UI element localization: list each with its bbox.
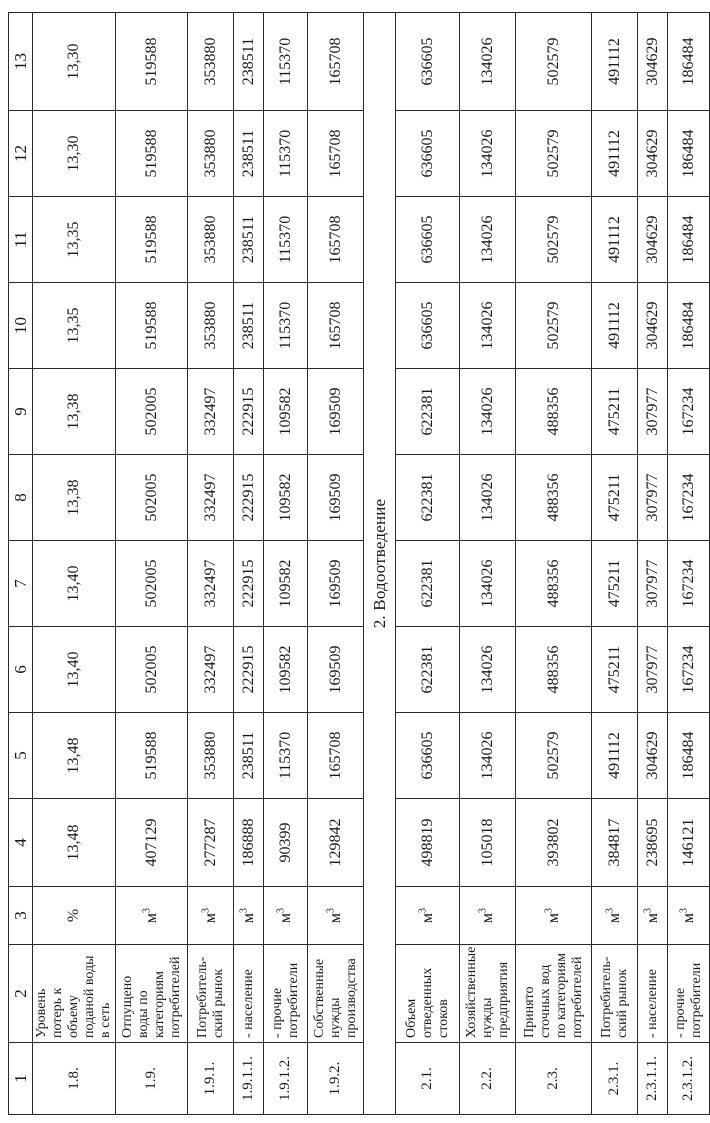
row-name: Собственные нужды производства [308,945,364,1043]
value-cell: 222915 [234,541,264,627]
row-code: 1.9.1. [188,1043,234,1115]
value-cell: 622381 [396,627,460,713]
value-cell: 165708 [308,283,364,369]
value-cell: 165708 [308,13,364,111]
unit-text: м [239,912,257,924]
unit-superscript: 3 [543,907,555,913]
value-cell: 13,40 [33,541,116,627]
row-code: 2.3. [516,1043,592,1115]
value-cell: 169509 [308,369,364,455]
table-row [516,13,592,1115]
value-cell: 115370 [264,713,308,799]
value-cell: 475211 [592,369,638,455]
row-unit [116,887,188,945]
row-name: Объем отведенных стоков [396,945,460,1043]
row-code: 1.9.1.2. [264,1043,308,1115]
value-cell: 134026 [460,713,516,799]
row-code: 2.2. [460,1043,516,1115]
value-cell: 115370 [264,111,308,197]
value-cell: 134026 [460,455,516,541]
value-cell: 304629 [638,713,668,799]
value-cell: 115370 [264,13,308,111]
value-cell: 502579 [516,197,592,283]
value-cell: 307977 [638,627,668,713]
table-row [668,13,710,1115]
value-cell: 353880 [188,13,234,111]
row-unit [396,887,460,945]
value-cell: 307977 [638,455,668,541]
value-cell: 115370 [264,283,308,369]
row-name: - прочие потребители [668,945,710,1043]
value-cell: 488356 [516,455,592,541]
unit-superscript: 3 [417,907,429,913]
unit-text: м [276,912,294,924]
unit-superscript: 3 [275,907,287,913]
row-unit [516,887,592,945]
value-cell: 134026 [460,13,516,111]
value-cell: 622381 [396,541,460,627]
column-number-row [9,13,33,1115]
unit-text: м [142,912,160,924]
unit-text: м [643,912,661,924]
row-code: 2.1. [396,1043,460,1115]
row-code: 1.9.2. [308,1043,364,1115]
value-cell: 353880 [188,283,234,369]
column-number: 5 [9,713,33,799]
value-cell: 519588 [116,713,188,799]
unit-text: м [478,912,496,924]
value-cell: 502579 [516,13,592,111]
value-cell: 13,35 [33,283,116,369]
row-name: Потребитель-ский рынок [592,945,638,1043]
value-cell: 186484 [668,197,710,283]
value-cell: 222915 [234,455,264,541]
value-cell: 277287 [188,799,234,887]
column-number: 7 [9,541,33,627]
value-cell: 238511 [234,283,264,369]
value-cell: 491112 [592,283,638,369]
value-cell: 13,48 [33,713,116,799]
value-cell: 519588 [116,111,188,197]
table-row [33,13,116,1115]
row-code: 1.8. [33,1043,116,1115]
unit-superscript: 3 [477,907,489,913]
value-cell: 502579 [516,283,592,369]
unit-text: м [326,912,344,924]
value-cell: 169509 [308,455,364,541]
value-cell: 109582 [264,541,308,627]
value-cell: 636605 [396,111,460,197]
value-cell: 109582 [264,369,308,455]
value-cell: 407129 [116,799,188,887]
value-cell: 165708 [308,197,364,283]
unit-text: м [544,912,562,924]
table-row [396,13,460,1115]
value-cell: 238511 [234,13,264,111]
value-cell: 238695 [638,799,668,887]
value-cell: 307977 [638,541,668,627]
column-number: 3 [9,887,33,945]
row-unit [668,887,710,945]
unit-superscript: 3 [238,907,250,913]
data-table [8,12,710,1115]
value-cell: 304629 [638,197,668,283]
value-cell: 304629 [638,283,668,369]
row-unit [592,887,638,945]
table-row [116,13,188,1115]
row-name: Уровень потерь к объему поданой воды в сеть [33,945,116,1043]
value-cell: 169509 [308,627,364,713]
column-number: 10 [9,283,33,369]
value-cell: 13,40 [33,627,116,713]
section-title: 2. Водоотведение [364,13,396,1115]
value-cell: 146121 [668,799,710,887]
unit-text: м [418,912,436,924]
value-cell: 13,48 [33,799,116,887]
value-cell: 165708 [308,713,364,799]
value-cell: 488356 [516,627,592,713]
value-cell: 502005 [116,541,188,627]
value-cell: 105018 [460,799,516,887]
value-cell: 519588 [116,283,188,369]
row-unit [33,887,116,945]
row-unit [460,887,516,945]
value-cell: 13,35 [33,197,116,283]
column-number: 4 [9,799,33,887]
row-code: 1.9. [116,1043,188,1115]
value-cell: 622381 [396,369,460,455]
row-name: - население [638,945,668,1043]
value-cell: 475211 [592,455,638,541]
value-cell: 491112 [592,713,638,799]
table-row [638,13,668,1115]
value-cell: 519588 [116,13,188,111]
value-cell: 134026 [460,541,516,627]
value-cell: 134026 [460,197,516,283]
row-code: 2.3.1.2. [668,1043,710,1115]
value-cell: 13,30 [33,111,116,197]
table-row [308,13,364,1115]
value-cell: 488356 [516,369,592,455]
value-cell: 502579 [516,111,592,197]
value-cell: 186484 [668,111,710,197]
table-row [460,13,516,1115]
value-cell: 304629 [638,13,668,111]
unit-superscript: 3 [200,907,212,913]
value-cell: 186484 [668,13,710,111]
unit-superscript: 3 [325,907,337,913]
column-number: 2 [9,945,33,1043]
value-cell: 502005 [116,369,188,455]
table-row [234,13,264,1115]
unit-text: м [201,912,219,924]
value-cell: 488356 [516,541,592,627]
value-cell: 169509 [308,541,364,627]
value-cell: 13,30 [33,13,116,111]
value-cell: 134026 [460,627,516,713]
value-cell: 13,38 [33,455,116,541]
unit-superscript: 3 [678,907,690,913]
value-cell: 167234 [668,541,710,627]
row-code: 2.3.1. [592,1043,638,1115]
value-cell: 186484 [668,713,710,799]
value-cell: 491112 [592,13,638,111]
unit-superscript: 3 [141,907,153,913]
value-cell: 165708 [308,111,364,197]
value-cell: 491112 [592,111,638,197]
value-cell: 636605 [396,713,460,799]
value-cell: 475211 [592,627,638,713]
column-number: 11 [9,197,33,283]
value-cell: 622381 [396,455,460,541]
row-name: - население [234,945,264,1043]
row-unit [308,887,364,945]
value-cell: 502005 [116,627,188,713]
value-cell: 332497 [188,627,234,713]
value-cell: 353880 [188,713,234,799]
unit-superscript: 3 [604,907,616,913]
value-cell: 636605 [396,13,460,111]
row-code: 2.3.1.1. [638,1043,668,1115]
value-cell: 109582 [264,627,308,713]
value-cell: 129842 [308,799,364,887]
row-name: Принято сточных вод по категориям потребителей [516,945,592,1043]
value-cell: 332497 [188,455,234,541]
unit-text: м [605,912,623,924]
value-cell: 353880 [188,111,234,197]
unit-text: м [679,912,697,924]
value-cell: 636605 [396,283,460,369]
value-cell: 167234 [668,627,710,713]
value-cell: 167234 [668,369,710,455]
value-cell: 134026 [460,111,516,197]
value-cell: 238511 [234,197,264,283]
value-cell: 222915 [234,627,264,713]
table-row [592,13,638,1115]
value-cell: 90399 [264,799,308,887]
value-cell: 491112 [592,197,638,283]
section-row [364,13,396,1115]
value-cell: 475211 [592,541,638,627]
value-cell: 115370 [264,197,308,283]
value-cell: 186484 [668,283,710,369]
row-unit [234,887,264,945]
value-cell: 13,38 [33,369,116,455]
unit-text: % [65,908,82,923]
value-cell: 109582 [264,455,308,541]
value-cell: 502579 [516,713,592,799]
row-name: Потребитель-ский рынок [188,945,234,1043]
column-number: 1 [9,1043,33,1115]
value-cell: 393802 [516,799,592,887]
value-cell: 134026 [460,283,516,369]
column-number: 8 [9,455,33,541]
row-name: - прочие потребители [264,945,308,1043]
value-cell: 502005 [116,455,188,541]
row-name: Хозяйственные нужды предприятия [460,945,516,1043]
value-cell: 238511 [234,713,264,799]
value-cell: 332497 [188,369,234,455]
row-unit [264,887,308,945]
value-cell: 304629 [638,111,668,197]
value-cell: 353880 [188,197,234,283]
column-number: 6 [9,627,33,713]
value-cell: 222915 [234,369,264,455]
row-name: Отпущено воды по категориям потребителей [116,945,188,1043]
table-row [264,13,308,1115]
column-number: 9 [9,369,33,455]
value-cell: 186888 [234,799,264,887]
value-cell: 238511 [234,111,264,197]
column-number: 13 [9,13,33,111]
value-cell: 636605 [396,197,460,283]
value-cell: 384817 [592,799,638,887]
column-number: 12 [9,111,33,197]
value-cell: 498819 [396,799,460,887]
value-cell: 134026 [460,369,516,455]
value-cell: 332497 [188,541,234,627]
row-code: 1.9.1.1. [234,1043,264,1115]
row-unit [188,887,234,945]
table-row [188,13,234,1115]
value-cell: 307977 [638,369,668,455]
row-unit [638,887,668,945]
value-cell: 519588 [116,197,188,283]
unit-superscript: 3 [642,907,654,913]
value-cell: 167234 [668,455,710,541]
